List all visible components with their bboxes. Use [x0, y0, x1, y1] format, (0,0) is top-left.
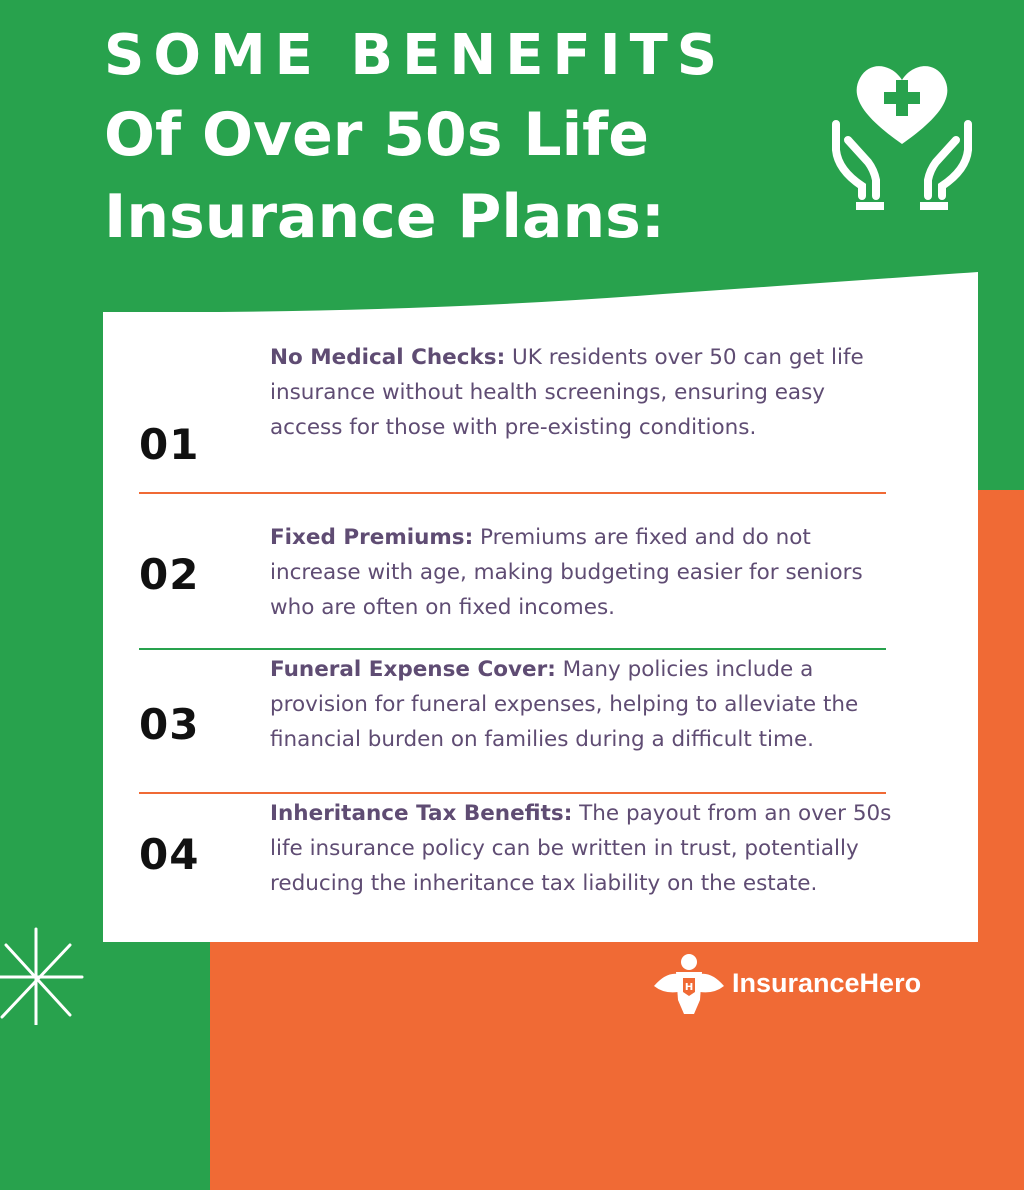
svg-text:H: H [684, 982, 694, 993]
benefit-title: No Medical Checks: [270, 345, 506, 370]
divider [139, 492, 886, 494]
benefit-text [270, 652, 895, 757]
headline-line-1: SOME BENEFITS [104, 23, 727, 88]
benefit-number: 04 [139, 830, 200, 879]
brand-name: InsuranceHero [732, 967, 922, 998]
divider [139, 792, 886, 794]
benefit-title: Inheritance Tax Benefits: [270, 801, 573, 826]
benefit-number: 01 [139, 420, 200, 469]
superhero-logo-icon [652, 952, 726, 1014]
brand [652, 952, 921, 1014]
divider [139, 648, 886, 650]
benefit-body: Premiums are fixed and do not increase with age, making budgeting easier for seniors who are often on fixed incomes. [270, 525, 863, 620]
sparkle-icon [0, 925, 100, 1025]
heart-hands-care-icon [822, 52, 982, 212]
benefit-body: Many policies include a provision for funeral expenses, helping to alleviate the financial burden on families during a difficult time. [270, 657, 859, 752]
benefit-body: The payout from an over 50s life insurance policy can be written in trust, potentially reducing the inheritance tax liability on the estate. [270, 801, 892, 896]
benefit-text [270, 796, 895, 901]
benefit-number: 02 [139, 550, 200, 599]
benefit-title: Funeral Expense Cover: [270, 657, 556, 682]
benefit-title: Fixed Premiums: [270, 525, 474, 550]
benefit-number: 03 [139, 700, 200, 749]
headline-line-2: Of Over 50s Life [104, 100, 649, 170]
benefit-body: UK residents over 50 can get life insurance without health screenings, ensuring easy access for those with pre-existing conditions. [270, 345, 864, 440]
headline [104, 18, 726, 258]
headline-line-3: Insurance Plans: [104, 182, 665, 252]
benefit-text [270, 340, 895, 445]
benefits-card [103, 312, 978, 942]
benefit-text [270, 520, 895, 625]
